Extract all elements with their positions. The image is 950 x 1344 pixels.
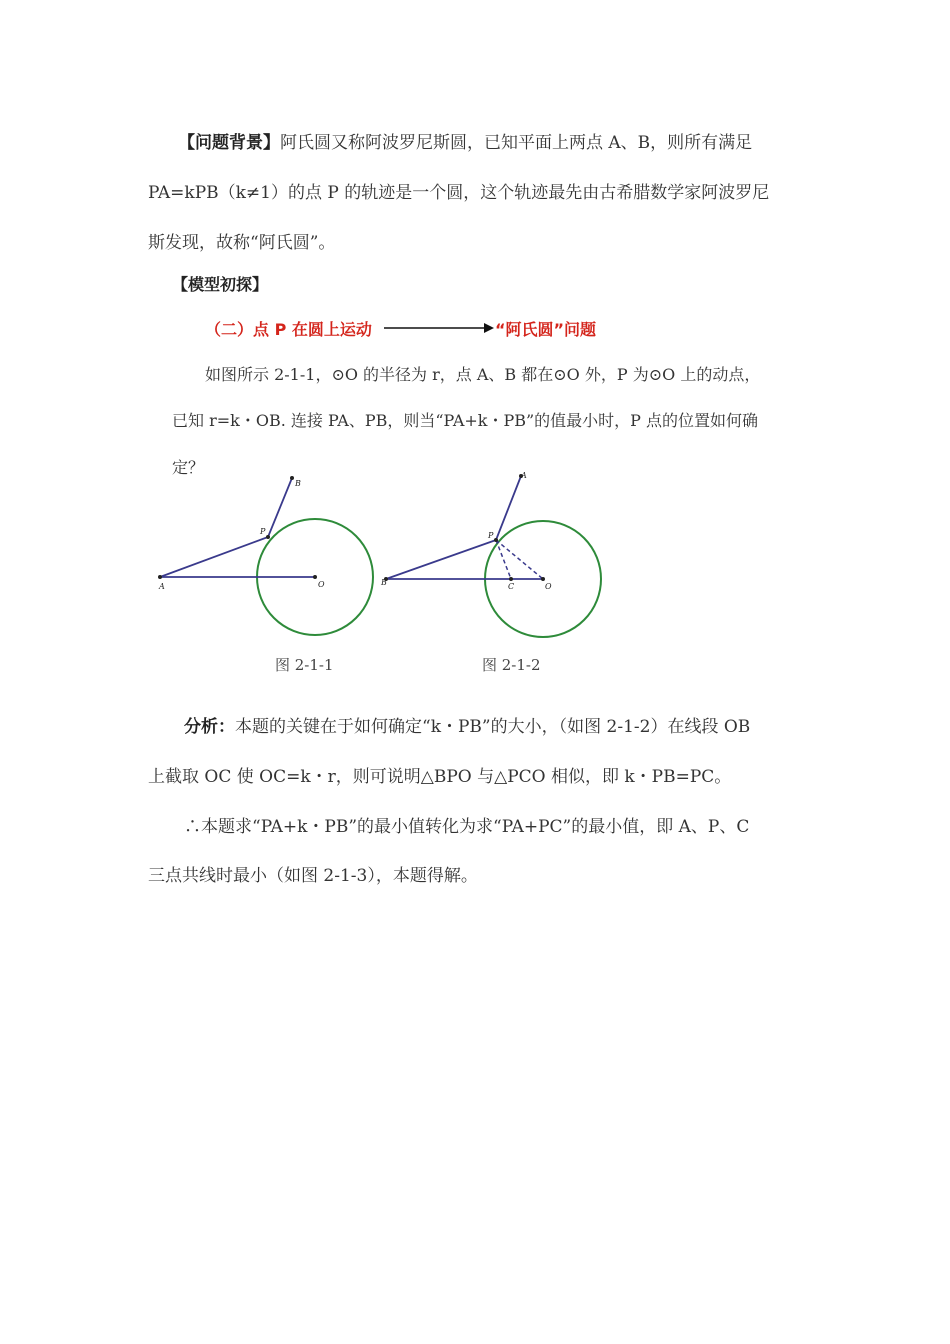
background-line-2: PA=kPB（k≠1）的点 P 的轨迹是一个圆，这个轨迹最先由古希腊数学家阿波罗尼	[148, 183, 770, 203]
label-a: A	[159, 582, 165, 591]
analysis-line-3: ∴本题求“PA+k・PB”的最小值转化为求“PA+PC”的最小值，即 A、P、C	[184, 817, 750, 837]
analysis-line-4: 三点共线时最小（如图 2-1-3），本题得解。	[148, 866, 478, 886]
figure-2-1-1	[150, 470, 390, 640]
analysis-line-2: 上截取 OC 使 OC=k・r，则可说明△BPO 与△PCO 相似，即 k・PB=PC。	[148, 767, 732, 787]
label-c: C	[508, 582, 515, 591]
analysis-text-1: 本题的关键在于如何确定“k・PB”的大小，（如图 2-1-2）在线段 OB	[235, 717, 751, 737]
label-o: O	[318, 580, 325, 589]
label-o: O	[545, 582, 552, 591]
label-b: B	[381, 578, 387, 587]
label-a: A	[521, 471, 527, 480]
model-line-2: 已知 r=k・OB. 连接 PA、PB，则当“PA+k・PB”的值最小时，P 点的位置如何确	[172, 411, 759, 430]
caption-fig2: 图 2-1-2	[482, 656, 541, 674]
label-p: P	[260, 527, 266, 536]
analysis-label: 分析：	[184, 717, 235, 737]
segment-po	[496, 540, 543, 579]
background-line-3: 斯发现，故称“阿氏圆”。	[148, 233, 336, 253]
segment-pb	[268, 478, 292, 537]
caption-fig1: 图 2-1-1	[275, 656, 334, 674]
background-line-1	[178, 128, 752, 153]
model-label: 【模型初探】	[172, 275, 269, 294]
background-text-1: 阿氏圆又称阿波罗尼斯圆，已知平面上两点 A、B，则所有满足	[280, 133, 753, 153]
segment-pa	[496, 476, 521, 540]
analysis-line-1	[184, 712, 750, 737]
model-line-1: 如图所示 2-1-1，⊙O 的半径为 r，点 A、B 都在⊙O 外，P 为⊙O 上的动点，	[205, 365, 761, 384]
label-b: B	[295, 479, 301, 488]
background-label: 【问题背景】	[178, 133, 280, 153]
segment-pa	[160, 537, 268, 577]
model-line-3: 定？	[172, 458, 205, 477]
label-p: P	[488, 531, 494, 540]
subtitle-left: （二）点 P 在圆上运动	[205, 320, 372, 339]
model-subtitle	[205, 317, 372, 340]
segment-pb	[386, 540, 496, 579]
subtitle-right: “阿氏圆”问题	[495, 320, 597, 339]
figure-2-1-2	[378, 468, 618, 643]
arrow-right-icon	[384, 322, 494, 334]
model-subtitle-right	[495, 317, 596, 340]
